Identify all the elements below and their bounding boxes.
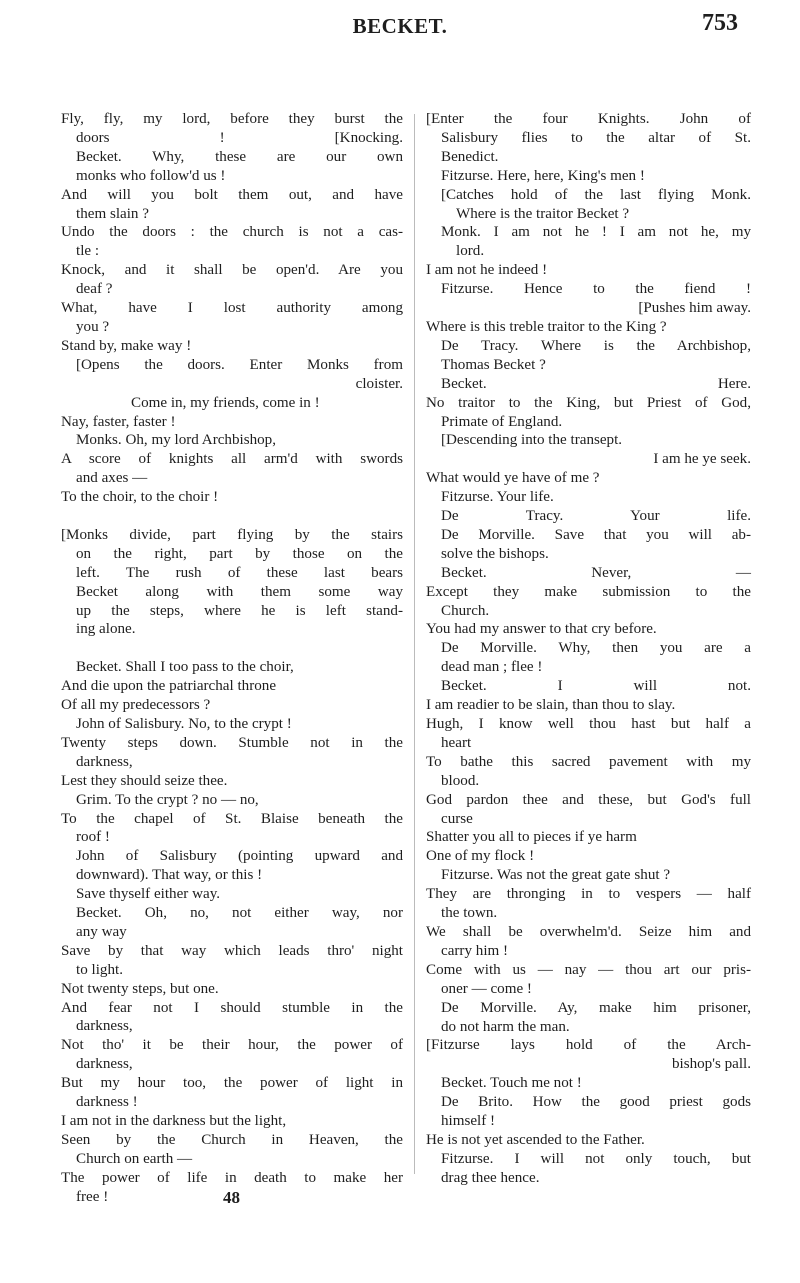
text-line: cloister. <box>355 375 403 392</box>
text-line: To bathe this sacred pavement with my <box>426 753 751 770</box>
text-line: I am he ye seek. <box>653 451 751 468</box>
text-line: Benedict. <box>441 148 499 165</box>
text-line: ing alone. <box>76 621 136 638</box>
text-line: Except they make submission to the <box>426 583 751 600</box>
text-line: De Tracy. Your life. <box>441 508 751 525</box>
text-line: Fly, fly, my lord, before they burst the <box>61 111 403 127</box>
text-line: A score of knights all arm'd with swords <box>61 451 403 468</box>
text-line: to light. <box>76 961 123 978</box>
text-line: Becket. Oh, no, not either way, nor <box>76 905 403 922</box>
text-line: Church on earth — <box>76 1150 193 1167</box>
text-line: Primate of England. <box>441 413 563 430</box>
text-line: Shatter you all to pieces if ye harm <box>426 829 637 846</box>
text-line: John of Salisbury. No, to the crypt ! <box>76 715 292 732</box>
text-line: heart <box>441 734 472 751</box>
text-line: on the right, part by those on the <box>76 545 403 562</box>
text-line: Fitzurse. I will not only touch, but <box>441 1150 751 1167</box>
text-line: Fitzurse. Here, here, King's men ! <box>441 167 645 184</box>
text-line: Monk. I am not he ! I am not he, my <box>441 224 751 241</box>
text-line: doors ! [Knocking. <box>76 129 403 146</box>
text-line: Monks. Oh, my lord Archbishop, <box>76 432 276 449</box>
text-line: [Enter the four Knights. John of <box>426 111 751 127</box>
text-line: Fitzurse. Was not the great gate shut ? <box>441 867 671 884</box>
text-line: darkness ! <box>76 1094 138 1111</box>
text-line: Grim. To the crypt ? no — no, <box>76 791 259 808</box>
page-number: 753 <box>702 10 738 36</box>
text-line: De Morville. Why, then you are a <box>441 640 751 657</box>
text-line: [Catches hold of the last flying Monk. <box>441 186 751 203</box>
text-line: To the choir, to the choir ! <box>61 489 219 506</box>
text-line: curse <box>441 810 473 827</box>
text-line: Of all my predecessors ? <box>61 697 211 714</box>
text-line: I am not he indeed ! <box>426 262 548 279</box>
text-line: And will you bolt them out, and have <box>61 186 403 203</box>
text-line: free ! <box>76 1188 109 1205</box>
text-line: De Morville. Save that you will ab- <box>441 526 751 543</box>
text-line: lord. <box>456 243 485 260</box>
text-line: himself ! <box>441 1113 496 1130</box>
text-line: monks who follow'd us ! <box>76 167 226 184</box>
text-line: Church. <box>441 602 490 619</box>
text-line: To the chapel of St. Blaise beneath the <box>61 810 403 827</box>
text-line: Salisbury flies to the altar of St. <box>441 129 751 146</box>
left-text-column <box>61 110 403 1207</box>
text-line: Becket. Here. <box>441 375 751 392</box>
text-line: De Tracy. Where is the Archbishop, <box>441 337 751 354</box>
text-line: Hugh, I know well thou hast but half a <box>426 716 751 732</box>
text-line: Fitzurse. Your life. <box>441 489 554 506</box>
text-line: Twenty steps down. Stumble not in the <box>61 734 403 751</box>
text-line: darkness, <box>76 753 133 770</box>
text-line: bishop's pall. <box>671 1056 751 1073</box>
text-line: You had my answer to that cry before. <box>426 621 657 638</box>
text-line: Fitzurse. Hence to the fiend ! <box>441 281 751 298</box>
text-line: I am readier to be slain, than thou to slay. <box>426 697 676 714</box>
text-line: Becket along with them some way <box>76 583 403 600</box>
text-line: Undo the doors : the church is not a cas- <box>61 224 403 241</box>
text-line: Come in, my friends, come in ! <box>131 394 320 411</box>
text-line: Not twenty steps, but one. <box>61 980 219 997</box>
text-line: God pardon thee and these, but God's full <box>426 791 751 808</box>
text-line: [Fitzurse lays hold of the Arch- <box>426 1037 751 1054</box>
text-line: carry him ! <box>441 942 509 959</box>
text-line: [Descending into the transept. <box>441 432 623 449</box>
text-line: I am not in the darkness but the light, <box>61 1113 287 1129</box>
text-line: Not tho' it be their hour, the power of <box>61 1037 403 1054</box>
text-line: roof ! <box>76 829 110 846</box>
text-line: Where is the traitor Becket ? <box>456 205 630 222</box>
text-line: Becket. Shall I too pass to the choir, <box>76 659 294 676</box>
signature-mark: 48 <box>223 1188 240 1207</box>
text-line: Save by that way which leads thro' night <box>61 942 403 959</box>
text-line <box>61 507 403 526</box>
text-line: Stand by, make way ! <box>61 337 192 354</box>
text-line: Thomas Becket ? <box>441 356 546 373</box>
text-line: drag thee hence. <box>441 1169 540 1186</box>
text-line: do not harm the man. <box>441 1018 570 1035</box>
text-line: They are thronging in to vespers — half <box>426 886 751 903</box>
text-line: John of Salisbury (pointing upward and <box>76 848 403 865</box>
text-line: No traitor to the King, but Priest of God, <box>426 394 751 411</box>
text-line: blood. <box>441 772 480 789</box>
text-line: What would ye have of me ? <box>426 470 600 487</box>
text-line: Where is this treble traitor to the King ? <box>426 318 667 335</box>
right-text-column <box>426 110 751 1188</box>
text-line <box>61 639 403 658</box>
text-line: The power of life in death to make her <box>61 1169 403 1186</box>
text-line: deaf ? <box>76 281 113 298</box>
text-line: the town. <box>441 905 498 922</box>
text-line: tle : <box>76 243 100 260</box>
text-line: Come with us — nay — thou art our pris- <box>426 961 751 978</box>
text-line: oner — come ! <box>441 980 532 997</box>
column-divider <box>414 114 415 1174</box>
text-line: He is not yet ascended to the Father. <box>426 1131 645 1148</box>
text-line: downward). That way, or this ! <box>76 867 263 884</box>
text-line: Becket. Never, — <box>441 564 751 581</box>
text-line: any way <box>76 923 127 940</box>
text-line: dead man ; flee ! <box>441 659 543 676</box>
text-line: And die upon the patriarchal throne <box>61 678 277 695</box>
text-line: darkness, <box>76 1056 133 1073</box>
text-line: Save thyself either way. <box>76 886 221 903</box>
text-line: And fear not I should stumble in the <box>61 999 403 1016</box>
text-line: Becket. I will not. <box>441 678 751 695</box>
running-header <box>0 0 800 60</box>
text-line: left. The rush of these last bears <box>76 564 403 581</box>
text-line: De Brito. How the good priest gods <box>441 1094 751 1111</box>
text-line: them slain ? <box>76 205 149 222</box>
text-line: Becket. Touch me not ! <box>441 1075 582 1092</box>
text-line: [Monks divide, part flying by the stairs <box>61 526 403 543</box>
text-line: [Opens the doors. Enter Monks from <box>76 356 403 373</box>
running-title: BECKET. <box>352 14 448 38</box>
text-line: De Morville. Ay, make him prisoner, <box>441 999 751 1016</box>
text-line: But my hour too, the power of light in <box>61 1075 403 1092</box>
text-line: One of my flock ! <box>426 848 535 865</box>
text-line: and axes — <box>76 470 148 487</box>
text-line: Knock, and it shall be open'd. Are you <box>61 262 403 279</box>
text-line: Lest they should seize thee. <box>61 772 228 789</box>
text-line: What, have I lost authority among <box>61 300 403 317</box>
text-line: you ? <box>76 318 110 335</box>
text-line: Becket. Why, these are our own <box>76 148 403 165</box>
text-line: up the steps, where he is left stand- <box>76 602 403 619</box>
text-line: [Pushes him away. <box>638 300 751 317</box>
text-line: solve the bishops. <box>441 545 549 562</box>
text-line: Seen by the Church in Heaven, the <box>61 1131 403 1148</box>
text-line: We shall be overwhelm'd. Seize him and <box>426 923 751 940</box>
text-line: Nay, faster, faster ! <box>61 413 176 430</box>
text-line: darkness, <box>76 1018 133 1035</box>
